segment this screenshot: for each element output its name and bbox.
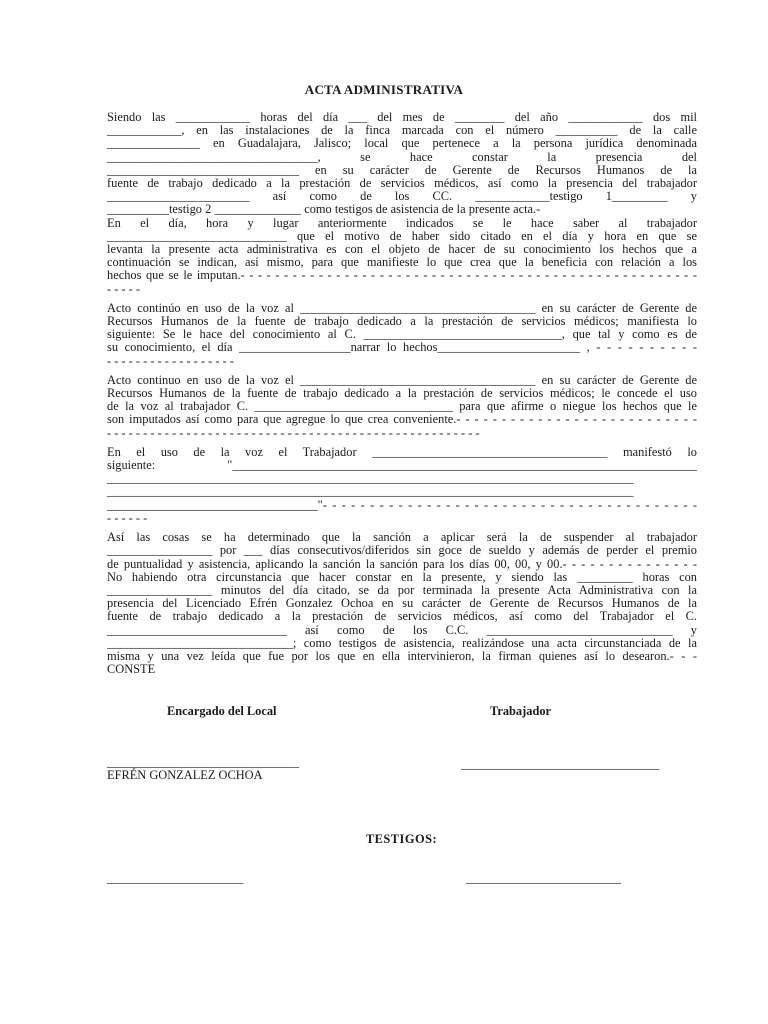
body-line: - - - - - xyxy=(107,281,141,296)
body-line: En el día, hora y lugar anteriormente indicados se le hace saber al trabajador xyxy=(107,215,697,230)
body-line: _________________ minutos del día citado, se da por terminada la presente Acta Administrativa con la xyxy=(107,582,697,597)
body-line: presencia del Licenciado Efrén Gonzalez Ochoa en su carácter de Gerente de Recursos Humanos de la xyxy=(107,596,697,611)
witnesses-heading: TESTIGOS: xyxy=(365,832,438,846)
document-body xyxy=(107,111,697,676)
body-line: - - - - - - - - - - - - - - - - - - - - - - - - - - - - - - - - - - - - - - - - - - - - - - - - - - - - xyxy=(107,425,480,440)
body-line: hechos que se le imputan.- - - - - - - - - - - - - - - - - - - - - - - - - - - - - - - - - - - - - - - - - - - - - - - - - - - - - xyxy=(107,268,697,283)
body-line: CONSTE xyxy=(107,662,156,677)
body-line: _______________________ así como de los CC. ____________testigo 1_________ y xyxy=(107,189,697,204)
body-line: En el uso de la voz el Trabajador ______________________________________ manifestó lo xyxy=(107,444,697,459)
body-line: Acto continúo en uso de la voz al ______________________________________ en su carácter de Gerente de xyxy=(107,300,697,315)
witness-line-2: _________________________ xyxy=(466,871,621,885)
document-title: ACTA ADMINISTRATIVA xyxy=(304,82,464,97)
body-line: de la voz al trabajador C. ________________________________ para que afirme o niegue los hechos que le xyxy=(107,399,697,414)
body-line: fuente de trabajo dedicado a la prestación de servicios médicos, así como del Trabajador el C. xyxy=(107,609,697,624)
body-line: _____________________________________________________________________________________ xyxy=(107,484,634,499)
signature-label-trabajador: Trabajador xyxy=(490,704,552,718)
signature-name-encargado: EFRÉN GONZALEZ OCHOA xyxy=(107,768,263,782)
body-line: - - - - - - - - - - - - - - - - - - xyxy=(107,353,234,368)
body-line: fuente de trabajo dedicado a la prestación de servicios médicos, así como la presencia del trabajador xyxy=(107,176,697,191)
body-line: misma y una vez leída que fue por los que en ella intervinieron, la firman quienes así lo desearon.- - - xyxy=(107,648,697,663)
body-line: _____________________________ que el motivo de haber sido citado en el día y hora en que se xyxy=(107,228,697,243)
signature-line-encargado: _______________________________ xyxy=(107,755,300,769)
body-line: siguiente: "___________________________________________________________________________ xyxy=(107,458,697,473)
body-line: - - - - - - xyxy=(107,510,148,525)
witness-line-1: ______________________ xyxy=(107,871,244,885)
body-line: Así las cosas se ha determinado que la sanción a aplicar será la de suspender al trabajador xyxy=(107,530,697,545)
body-line: ____________, en las instalaciones de la finca marcada con el número __________ de la calle xyxy=(107,123,697,138)
body-line: __________________________________, se hace constar la presencia del xyxy=(107,149,697,164)
body-line: __________testigo 2 ______________ como testigos de asistencia de la presente acta.- xyxy=(107,202,541,217)
body-line: __________________________________"- - - - - - - - - - - - - - - - - - - - - - - - - - - - - - - - - - - - - - - - xyxy=(107,497,697,512)
body-line: _______________________________ en su carácter de Gerente de Recursos Humanos de la xyxy=(107,162,697,177)
body-line: _____________________________ así como de los C.C. ______________________________ y xyxy=(107,622,697,637)
body-line: Acto continuo en uso de la voz el ______________________________________ en su carácter de Gerente de xyxy=(107,372,697,387)
body-line: su conocimiento, el día __________________narrar lo hechos_______________________ , - - - - - - - - - - xyxy=(107,340,697,355)
signature-label-encargado: Encargado del Local xyxy=(167,704,277,718)
body-line: levanta la presente acta administrativa es con el objeto de hacer de su conocimiento los hechos que a xyxy=(107,242,697,257)
body-line: de puntualidad y asistencia, aplicando la sanción la sanción para los días 00, 00, y 00.- - - - - - - - - - - - - - - xyxy=(107,556,697,571)
body-line: ______________________________; como testigos de asistencia, realizándose una acta circunstanciada de la xyxy=(107,635,697,650)
body-line: Recursos Humanos de la fuente de trabajo dedicado a la prestación de servicios médicos; le concede el uso xyxy=(107,386,697,401)
body-line: _____________________________________________________________________________________ xyxy=(107,471,634,486)
body-line: _________________ por ___ días consecutivos/diferidos sin goce de sueldo y además de perder el premio xyxy=(107,543,697,558)
body-line: siguiente: Se le hace del conocimiento al C. ________________________________, que tal y como es de xyxy=(107,327,697,342)
signature-line-trabajador: ________________________________ xyxy=(461,757,660,771)
body-line: Recursos Humanos de la fuente de trabajo dedicado a la prestación de servicios médicos; manifiesta lo xyxy=(107,314,697,329)
body-line: Siendo las ____________ horas del día ___ del mes de ________ del año ____________ dos mil xyxy=(107,110,697,124)
body-line: _______________ en Guadalajara, Jalisco; local que pertenece a la persona jurídica denominada xyxy=(107,136,697,151)
body-line: No habiendo otra circunstancia que hacer constar en la presente, y siendo las _________ horas con xyxy=(107,569,697,584)
body-line: continuación se indican, así mismo, para que manifieste lo que crea que la beneficia con relación a los xyxy=(107,255,697,270)
body-line: son imputados así como para que agregue lo que crea conveniente.- - - - - - - - - - - - - - - - - - - - - - - - - - - xyxy=(107,412,697,427)
